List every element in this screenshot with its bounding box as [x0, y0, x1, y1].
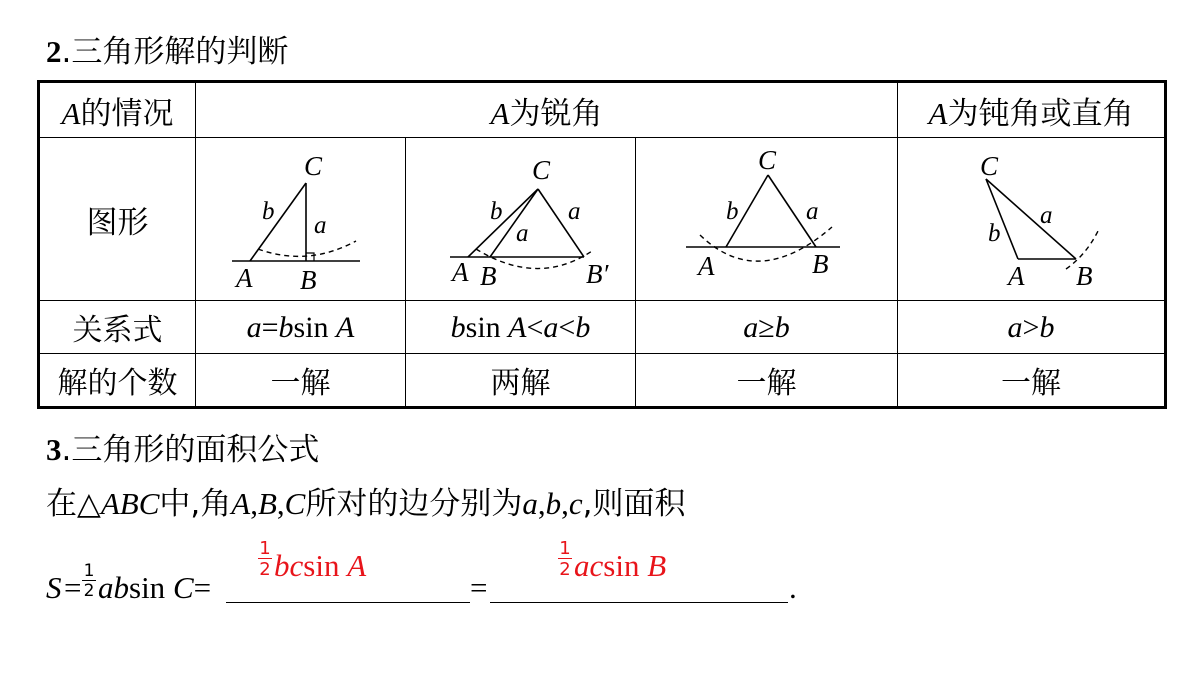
svg-text:A: A — [697, 251, 714, 281]
figure-row — [39, 138, 1166, 301]
obtuse-header-cell: A为钝角或直角 — [898, 82, 1166, 138]
area-intro-text: 在△ABC中,角A,B,C所对的边分别为a,b,c,则面积 — [46, 486, 686, 522]
answer-blank-1 — [226, 602, 470, 603]
solution-judgment-table — [37, 80, 1167, 409]
svg-text:b: b — [261, 198, 274, 225]
relation-cell-4: a>b — [898, 301, 1166, 354]
section-title: .三角形的面积公式 — [61, 432, 320, 468]
svg-text:a: a — [567, 198, 580, 225]
two-solutions-figure — [408, 139, 634, 295]
relation-cell-3: a≥b — [636, 301, 898, 354]
count-cell-1: 一解 — [196, 354, 406, 408]
relation-cell-2: bsin A<a<b — [406, 301, 636, 354]
relation-row-label: 关系式 — [39, 301, 196, 354]
svg-text:b: b — [988, 220, 1001, 247]
svg-text:a: a — [313, 212, 326, 239]
svg-text:B: B — [299, 265, 316, 295]
area-formula: S = $\frac{1}{2}$ absin C= $\frac{1}{2}$ bcsin A = $\frac{1}{2}$ acsin B . — [46, 538, 797, 605]
figure-row-label: 图形 — [39, 138, 196, 301]
obtuse-triangle-figure — [900, 139, 1162, 295]
section-number: 2 — [46, 34, 62, 69]
right-triangle-figure — [198, 139, 404, 295]
svg-text:C: C — [757, 145, 776, 175]
figure-cell-4 — [898, 138, 1166, 301]
acute-header-cell: A为锐角 — [196, 82, 898, 138]
section-number: 3 — [46, 432, 62, 467]
svg-text:a: a — [515, 220, 528, 247]
count-cell-3: 一解 — [636, 354, 898, 408]
svg-text:B: B — [811, 249, 828, 279]
svg-text:B: B — [479, 261, 496, 291]
acute-single-solution-figure — [638, 139, 896, 295]
count-cell-4: 一解 — [898, 354, 1166, 408]
solution-count-row — [39, 354, 1166, 408]
svg-text:b: b — [489, 198, 502, 225]
section-2-heading — [46, 32, 288, 72]
svg-text:B: B — [1076, 261, 1093, 291]
svg-text:C: C — [980, 151, 999, 181]
svg-text:C: C — [303, 151, 322, 181]
section-title: .三角形解的判断 — [61, 34, 289, 70]
formula-S: S — [46, 570, 62, 605]
section-3-heading — [46, 430, 319, 470]
svg-text:A: A — [235, 263, 252, 293]
figure-cell-3 — [636, 138, 898, 301]
svg-text:a: a — [805, 198, 818, 225]
svg-text:a: a — [1040, 202, 1053, 229]
relation-row — [39, 301, 1166, 354]
fraction-one-half: $\frac{1}{2}$ — [83, 561, 95, 601]
svg-text:A: A — [1008, 261, 1025, 291]
header-row — [39, 82, 1166, 138]
case-header-cell: A的情况 — [39, 82, 196, 138]
count-row-label: 解的个数 — [39, 354, 196, 408]
svg-text:A: A — [451, 257, 468, 287]
svg-text:b: b — [725, 198, 738, 225]
answer-blank-2 — [490, 602, 788, 603]
relation-cell-1: a=bsin A — [196, 301, 406, 354]
svg-text:C: C — [531, 155, 550, 185]
figure-cell-1 — [196, 138, 406, 301]
svg-text:B′: B′ — [585, 259, 608, 289]
figure-cell-2 — [406, 138, 636, 301]
count-cell-2: 两解 — [406, 354, 636, 408]
